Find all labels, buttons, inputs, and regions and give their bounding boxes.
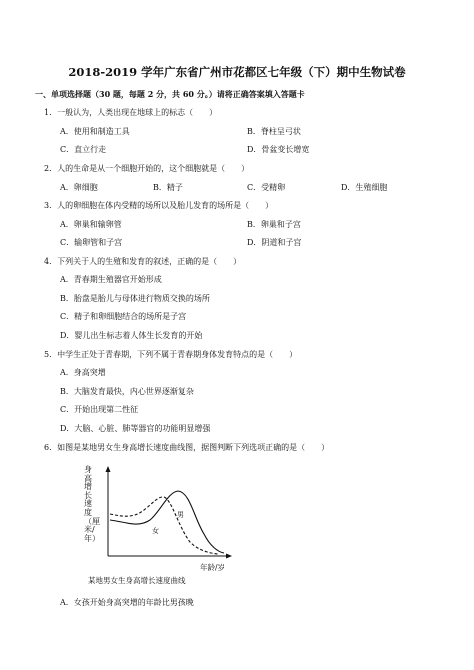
question-4-option-d: D．婴儿出生标志着人体生长发育的开始 [60, 331, 203, 340]
question-6-option-a: A．女孩开始身高突增的年龄比男孩晚 [60, 598, 194, 607]
question-2-stem: 2．人的生命是从一个细胞开始的，这个细胞就是（ ） [44, 164, 250, 173]
figure-x-axis-arrow [226, 554, 232, 559]
question-1-option-b: B．脊柱呈弓状 [247, 127, 301, 136]
question-5-stem: 5．中学生正处于青春期，下列不属于青春期身体发育特点的是（ ） [44, 350, 298, 359]
question-1-stem: 1．一般认为，人类出现在地球上的标志（ ） [44, 108, 218, 117]
question-4-stem: 4．下列关于人的生殖和发育的叙述，正确的是（ ） [44, 257, 242, 266]
question-4-option-c: C．精子和卵细胞结合的场所是子宫 [60, 312, 187, 321]
section-heading: 一、单项选择题（30 题，每题 2 分，共 60 分。）请将正确答案填入答题卡 [35, 89, 305, 99]
figure-y-axis-arrow [106, 466, 111, 472]
question-5-option-b: B．大脑发育最快，内心世界逐渐复杂 [60, 387, 194, 396]
question-1-option-a: A．使用和制造工具 [60, 127, 130, 136]
page-title: 2018-2019 学年广东省广州市花都区七年级（下）期中生物试卷 [68, 65, 406, 79]
question-6-stem: 6．如图是某地男女生身高增长速度曲线图，据图判断下列选项正确的是（ ） [44, 443, 330, 452]
figure-boy-label: 男 [177, 511, 184, 519]
girl-growth-curve [110, 497, 218, 554]
question-2-option-b: B．精子 [153, 183, 183, 192]
boy-growth-curve [110, 491, 224, 553]
question-3-option-b: B．卵巢和子宫 [247, 220, 301, 229]
question-3-option-a: A．卵巢和输卵管 [60, 220, 122, 229]
question-2-option-a: A．卵细胞 [60, 183, 98, 192]
question-1-option-d: D．骨盆变长增宽 [247, 145, 310, 154]
question-4-option-b: B．胎盘是胎儿与母体进行物质交换的场所 [60, 294, 210, 303]
figure-axes [106, 466, 233, 559]
question-5-option-d: D．大脑、心脏、肺等器官的功能明显增强 [60, 424, 211, 433]
figure-girl-label: 女 [152, 527, 159, 535]
question-2-option-c: C．受精卵 [247, 183, 286, 192]
question-4-option-a: A．青春期生殖器官开始形成 [60, 275, 162, 284]
question-5-option-a: A．身高突增 [60, 368, 106, 377]
figure-x-axis-label: 年龄/岁 [200, 563, 226, 572]
question-5-option-c: C．开始出现第二性征 [60, 405, 139, 414]
question-3-stem: 3．人的卵细胞在体内受精的场所以及胎儿发育的场所是（ ） [44, 201, 274, 210]
figure-caption: 某地男女生身高增长速度曲线 [88, 576, 186, 585]
question-2-option-d: D．生殖细胞 [341, 183, 388, 192]
question-3-option-c: C．输卵管和子宫 [60, 238, 123, 247]
question-1-option-c: C．直立行走 [60, 145, 107, 154]
question-3-option-d: D．阴道和子宫 [247, 238, 302, 247]
figure-y-axis-label: 身高增长速度（厘米/年） [84, 465, 100, 543]
